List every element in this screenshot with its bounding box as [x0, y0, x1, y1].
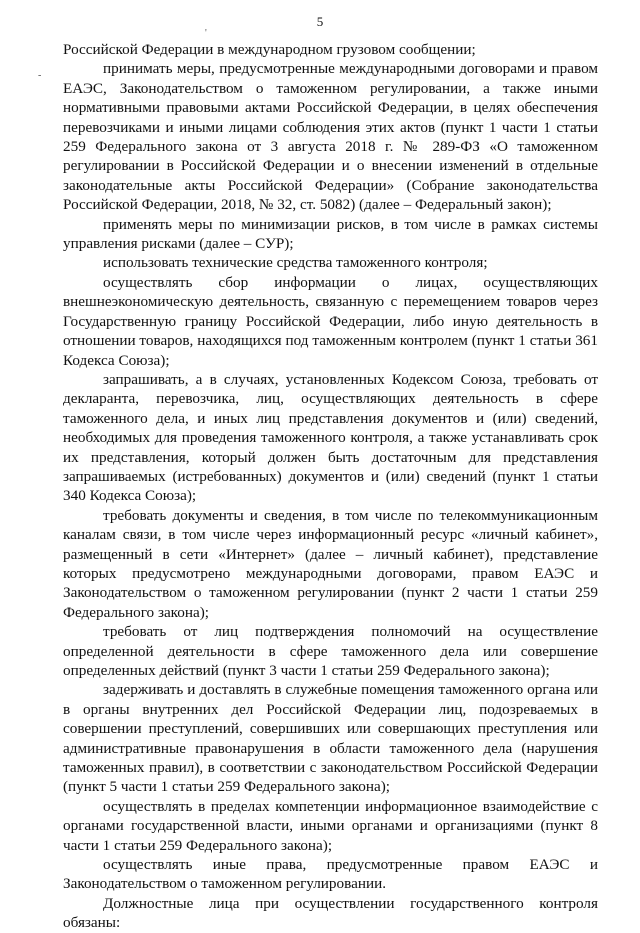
paragraph: принимать меры, предусмотренные международными договорами и правом ЕАЭС, Законодательством о таможенном регулировании, а также иными нормативными правовыми актами Российской Федерации, в целях обеспечения перевозчиками и иными лицами соблюдения этих актов (пункт 1 части 1 статьи 259 Федерального закона от 3 августа 2018 г. № 289-ФЗ «О таможенном регулировании в Российской Федерации и о внесении изменений в отдельные законодательные акты Российской Федерации» (Собрание законодательства Российской Федерации, 2018, № 32, ст. 5082) (далее – Федеральный закон); — [63, 60, 598, 214]
margin-mark: ' — [205, 28, 207, 39]
paragraph: использовать технические средства таможенного контроля; — [103, 254, 488, 272]
paragraph: осуществлять иные права, предусмотренные правом ЕАЭС и Законодательством о таможенном регулировании. — [63, 856, 598, 893]
paragraph: осуществлять в пределах компетенции информационное взаимодействие с органами государственной власти, иными органами и организациями (пункт 8 части 1 статьи 259 Федерального закона); — [63, 797, 598, 854]
paragraph: требовать документы и сведения, в том числе по телекоммуникационным каналам связи, в том числе через информационный ресурс «личный кабинет», размещенный в сети «Интернет» (далее – личный кабинет), представление которых предусмотрено международными договорами, правом ЕАЭС и Законодательством о таможенном регулировании (пункт 2 части 1 статьи 259 Федерального закона); — [63, 506, 598, 621]
paragraph: Должностные лица при осуществлении государственного контроля обязаны: — [63, 894, 598, 932]
paragraph: задерживать и доставлять в служебные помещения таможенного органа или в органы внутренних дел Российской Федерации лиц, подозреваемых в совершении преступлений, совершивших или совершающих преступления или административные правонарушения в области таможенного дела (нарушения таможенных правил), в соответствии с законодательством Российской Федерации (пункт 5 части 1 статьи 259 Федерального закона); — [63, 681, 598, 796]
paragraph: применять меры по минимизации рисков, в том числе в рамках системы управления рисками (далее – СУР); — [63, 215, 598, 253]
margin-mark: - — [38, 70, 42, 81]
page-number: 5 — [316, 14, 324, 29]
paragraph: требовать от лиц подтверждения полномочий на осуществление определенной деятельности в сфере таможенного дела или совершение определенных действий (пункт 3 части 1 статьи 259 Федерального закона); — [63, 623, 598, 679]
paragraph: запрашивать, а в случаях, установленных Кодексом Союза, требовать от декларанта, перевозчика, лиц, осуществляющих деятельность в сфере таможенного дела, и иных лиц представления документов и (или) сведений, необходимых для проведения таможенного контроля, а также устанавливать срок их представления, который должен быть достаточным для представления запрашиваемых (истребованных) документов и (или) сведений (пункт 1 статьи 340 Кодекса Союза); — [63, 370, 598, 505]
paragraph-continuation: Российской Федерации в международном грузовом сообщении; — [63, 41, 476, 58]
paragraph: осуществлять сбор информации о лицах, осуществляющих внешнеэкономическую деятельность, связанную с перемещением товаров через Государственную границу Российской Федерации, либо иную деятельность в отношении товаров, находящихся под таможенным контролем (пункт 1 статьи 361 Кодекса Союза); — [63, 273, 598, 369]
document-body — [63, 40, 598, 933]
